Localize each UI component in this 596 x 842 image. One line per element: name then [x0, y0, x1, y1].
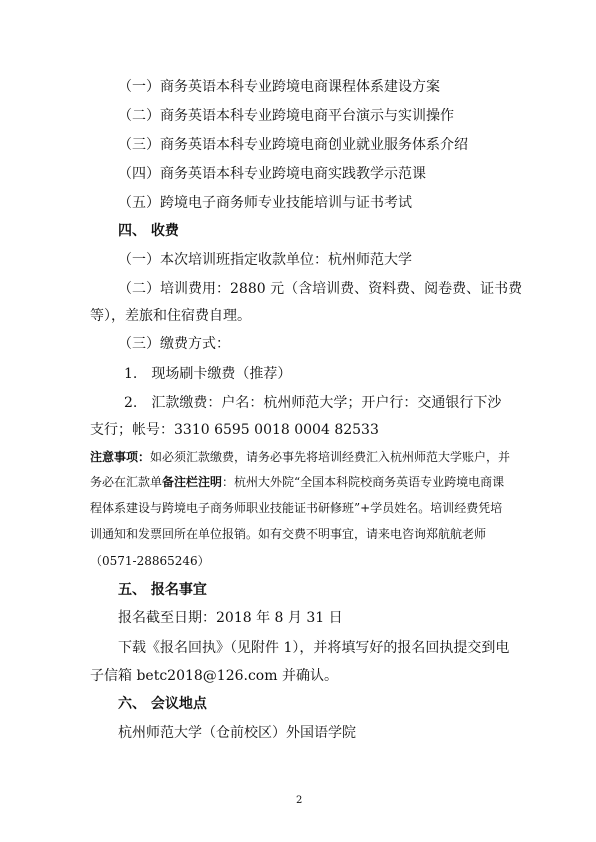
paragraph: 等），差旅和住宿费自理。	[90, 308, 251, 324]
notice-phone: （0571-28865246）	[90, 554, 210, 568]
notice-label: 注意事项：	[90, 450, 151, 464]
notice-line	[90, 474, 504, 490]
section-heading: 五、 报名事宜	[118, 582, 207, 598]
notice-text: 如必须汇款缴费，请务必事先将培训经费汇入杭州师范大学账户，并	[150, 450, 511, 464]
paragraph: 子信箱 betc2018@126.com 并确认。	[90, 668, 338, 684]
page-number: 2	[296, 795, 303, 806]
paragraph: （三）缴费方式：	[118, 336, 230, 352]
paragraph: （二）培训费用：2880 元（含培训费、资料费、阅卷费、证书费	[118, 281, 523, 297]
notice-line	[90, 449, 510, 465]
notice-line: 训通知和发票回所在单位报销。如有交费不明事宜，请来电咨询郑航航老师	[90, 527, 487, 541]
paragraph: （一）本次培训班指定收款单位：杭州师范大学	[118, 252, 412, 268]
paragraph: 杭州师范大学（仓前校区）外国语学院	[118, 725, 356, 741]
notice-text: ：杭州大外院“全国本科院校商务英语专业跨境电商课	[222, 475, 505, 489]
list-item: （四）商务英语本科专业跨境电商实践教学示范课	[118, 166, 426, 182]
notice-emphasis: 备注栏注明	[162, 475, 223, 489]
notice-line: 程体系建设与跨境电子商务师职业技能证书研修班”+学员姓名。培训经费凭培	[90, 501, 503, 515]
section-heading: 六、 会议地点	[118, 696, 207, 712]
notice-text: 务必在汇款单	[90, 475, 163, 489]
list-item: （一）商务英语本科专业跨境电商课程体系建设方案	[118, 79, 440, 95]
list-item: （二）商务英语本科专业跨境电商平台演示与实训操作	[118, 108, 454, 124]
list-item: （三）商务英语本科专业跨境电商创业就业服务体系介绍	[118, 137, 468, 153]
section-heading: 四、 收费	[118, 223, 179, 239]
paragraph: 1. 现场刷卡缴费（推荐）	[124, 366, 292, 382]
paragraph: 下载《报名回执》（见附件 1），并将填写好的报名回执提交到电	[118, 640, 510, 656]
paragraph: 报名截至日期：2018 年 8 月 31 日	[118, 610, 343, 626]
list-item: （五）跨境电子商务师专业技能培训与证书考试	[118, 195, 412, 211]
paragraph: 支行；帐号：3310 6595 0018 0004 82533	[90, 422, 379, 438]
paragraph: 2. 汇款缴费：户名：杭州师范大学；开户行：交通银行下沙	[124, 395, 502, 411]
